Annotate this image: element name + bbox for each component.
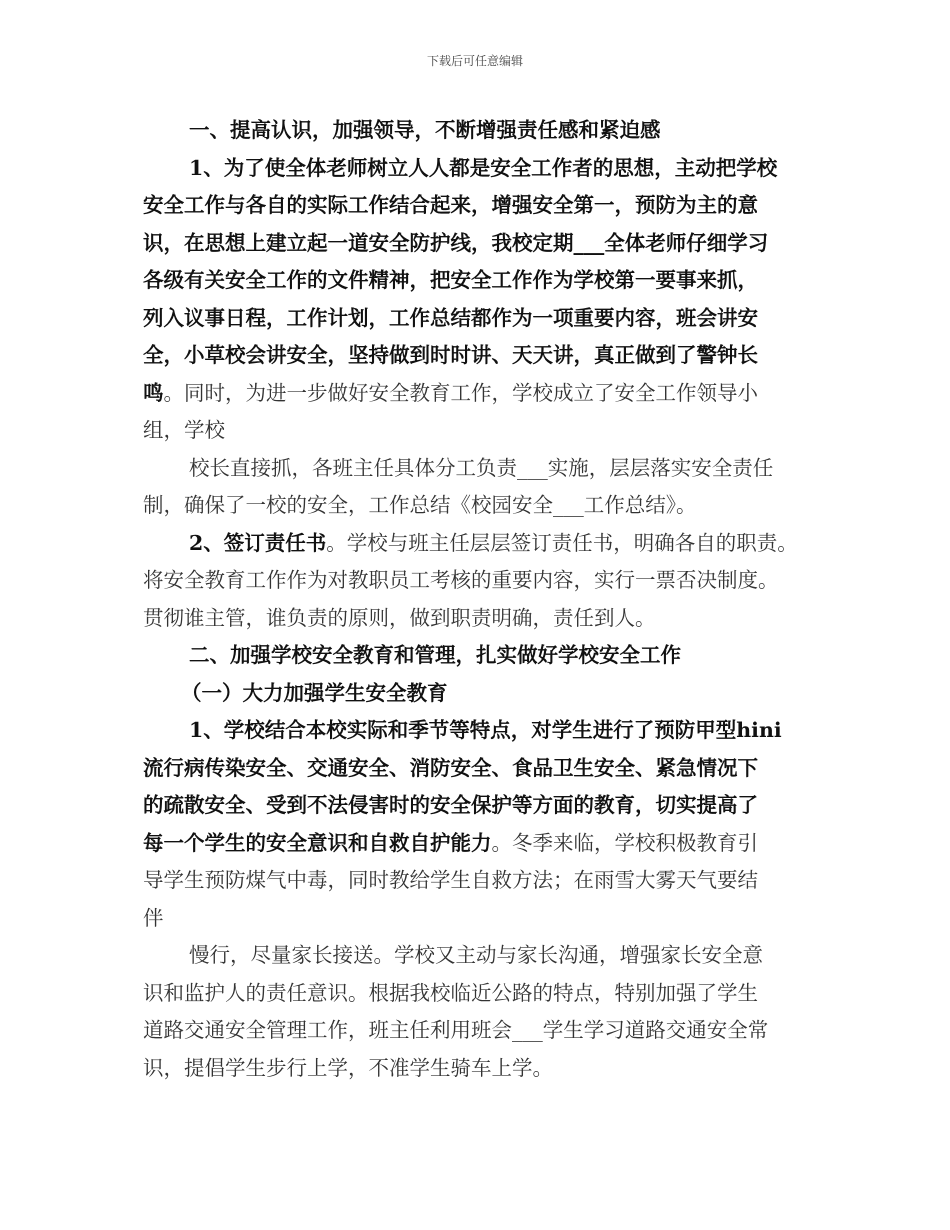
paragraph-line xyxy=(143,150,813,188)
text-segment: 各级有关安全工作的文件精神，把安全工作作为学校第一要事来抓， xyxy=(143,268,758,292)
paragraph-line xyxy=(143,825,813,863)
paragraph-line xyxy=(143,937,813,975)
text-segment: 每一个学生的安全意识和自救自护能力 xyxy=(143,830,492,855)
text-segment: 的疏散安全、受到不法侵害时的安全保护等方面的教育，切实提高了 xyxy=(143,793,758,817)
text-segment: 1、学校结合本校实际和季节等特点，对学生进行了预防甲型hini xyxy=(189,718,782,742)
paragraph-line xyxy=(143,187,813,225)
paragraph-line xyxy=(143,562,813,600)
paragraph-line xyxy=(143,600,813,638)
text-segment: 识，在思想上建立起一道安全防护线，我校定期___全体老师仔细学习 xyxy=(143,230,769,255)
text-segment: 校长直接抓，各班主任具体分工负责___实施，层层落实安全责任 xyxy=(189,455,774,480)
text-segment: 一、提高认识，加强领导，不断增强责任感和紧迫感 xyxy=(189,118,661,142)
paragraph-line xyxy=(143,450,813,488)
heading-section-2 xyxy=(143,637,813,675)
text-segment: 导学生预防煤气中毒，同时教给学生自救方法；在雨雪大雾天气要结 xyxy=(143,868,758,892)
text-segment: 安全工作与各自的实际工作结合起来，增强安全第一，预防为主的意 xyxy=(143,193,758,217)
text-segment: 制，确保了一校的安全，工作总结《校园安全___工作总结》。 xyxy=(143,493,697,517)
paragraph-line xyxy=(143,225,813,263)
document-body xyxy=(143,112,813,1087)
text-segment: 鸣 xyxy=(143,380,164,405)
text-segment: 将安全教育工作作为对教职员工考核的重要内容，实行一票否决制度。 xyxy=(143,568,779,592)
paragraph-line xyxy=(143,1012,813,1050)
text-segment: 2、签订责任书 xyxy=(189,530,327,555)
text-segment: 识，提倡学生步行上学，不准学生骑车上学。 xyxy=(143,1055,553,1080)
text-segment: 全，小草校会讲安全，坚持做到时时讲、天天讲，真正做到了警钟长 xyxy=(143,343,758,367)
paragraph-line xyxy=(143,337,813,375)
text-segment: 道路交通安全管理工作，班主任利用班会___学生学习道路交通安全常 xyxy=(143,1018,769,1042)
text-segment: 贯彻谁主管，谁负责的原则，做到职责明确，责任到人。 xyxy=(143,605,656,630)
paragraph-line xyxy=(143,975,813,1013)
text-segment: 。同时，为进一步做好安全教育工作，学校成立了安全工作领导小 xyxy=(163,380,758,405)
text-segment: 二、加强学校安全教育和管理，扎实做好学校安全工作 xyxy=(189,643,681,667)
text-segment: 。学校与班主任层层签订责任书，明确各自的职责。 xyxy=(326,530,798,555)
paragraph-line xyxy=(143,900,813,938)
paragraph-line xyxy=(143,712,813,750)
text-segment: 慢行，尽量家长接送。学校又主动与家长沟通，增强家长安全意 xyxy=(189,943,763,967)
paragraph-line xyxy=(143,787,813,825)
paragraph-line xyxy=(143,862,813,900)
paragraph-line xyxy=(143,1050,813,1088)
paragraph-line xyxy=(143,750,813,788)
page-header-watermark: 下载后可任意编辑 xyxy=(426,54,523,68)
subheading-1 xyxy=(143,675,813,713)
text-segment: 组，学校 xyxy=(143,418,225,442)
text-segment: 。冬季来临，学校积极教育引 xyxy=(491,830,758,855)
text-segment: （一）大力加强学生安全教育 xyxy=(181,680,448,705)
text-segment: 流行病传染安全、交通安全、消防安全、食品卫生安全、紧急情况下 xyxy=(143,755,758,780)
text-segment: 伴 xyxy=(143,905,164,930)
text-segment: 列入议事日程，工作计划，工作总结都作为一项重要内容，班会讲安 xyxy=(143,305,758,330)
paragraph-line xyxy=(143,525,813,563)
text-segment: 1、为了使全体老师树立人人都是安全工作者的思想，主动把学校 xyxy=(189,155,778,180)
paragraph-line xyxy=(143,487,813,525)
paragraph-line xyxy=(143,375,813,413)
paragraph-line xyxy=(143,412,813,450)
paragraph-line xyxy=(143,262,813,300)
heading-section-1 xyxy=(143,112,813,150)
paragraph-line xyxy=(143,300,813,338)
text-segment: 识和监护人的责任意识。根据我校临近公路的特点，特别加强了学生 xyxy=(143,980,758,1005)
